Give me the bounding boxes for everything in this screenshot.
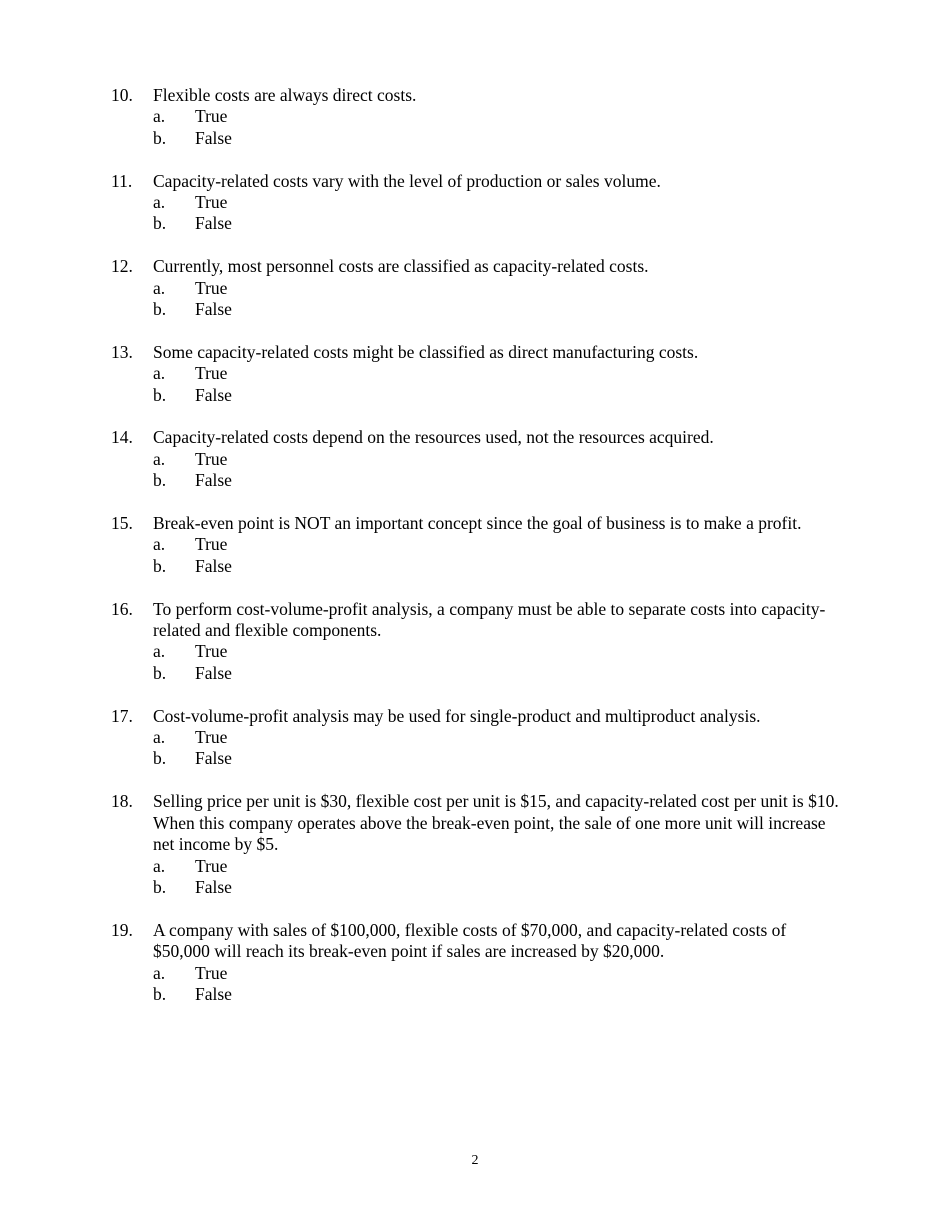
question-text: Selling price per unit is $30, flexible cost per unit is $15, and capacity-related cost per unit is $10. When this company operates above the break-even point, the sale of one more unit will increase net income by $5. [153, 791, 839, 855]
option-text: False [195, 555, 232, 576]
option-text: False [195, 299, 232, 320]
option-text: True [195, 192, 228, 213]
question-body [153, 342, 841, 406]
answer-option [153, 641, 841, 662]
option-text: True [195, 727, 228, 748]
option-letter: a. [153, 727, 166, 748]
option-letter: a. [153, 192, 166, 213]
answer-option [153, 748, 841, 769]
answer-option [153, 663, 841, 684]
question-body [153, 706, 841, 770]
answer-option [153, 984, 841, 1005]
option-text: True [195, 641, 228, 662]
question-body [153, 85, 841, 149]
question-text: To perform cost-volume-profit analysis, a company must be able to separate costs into capacity-related and flexible components. [153, 598, 826, 641]
option-text: True [195, 277, 228, 298]
option-text: False [195, 876, 232, 897]
question-text: Currently, most personnel costs are classified as capacity-related costs. [153, 256, 649, 277]
option-text: False [195, 983, 232, 1004]
option-letter: a. [153, 106, 166, 127]
option-text: False [195, 213, 232, 234]
question-spacer [111, 406, 841, 427]
question-spacer [111, 235, 841, 256]
option-letter: a. [153, 855, 166, 876]
question-item [111, 513, 841, 577]
question-text: Capacity-related costs vary with the level of production or sales volume. [153, 170, 661, 191]
question-body [153, 513, 841, 577]
question-spacer [111, 149, 841, 170]
answer-option [153, 213, 841, 234]
question-number: 12. [111, 256, 133, 277]
question-number: 16. [111, 598, 133, 619]
question-text: Flexible costs are always direct costs. [153, 85, 417, 105]
question-number: 17. [111, 705, 133, 726]
question-spacer [111, 770, 841, 791]
option-letter: b. [153, 555, 167, 576]
question-spacer [111, 320, 841, 341]
question-item [111, 791, 841, 898]
question-item [111, 427, 841, 491]
option-letter: a. [153, 962, 166, 983]
answer-option [153, 278, 841, 299]
answer-option [153, 856, 841, 877]
answer-option [153, 192, 841, 213]
question-item [111, 256, 841, 320]
question-body [153, 427, 841, 491]
answer-option [153, 556, 841, 577]
answer-option [153, 470, 841, 491]
question-spacer [111, 898, 841, 919]
option-text: True [195, 448, 228, 469]
option-letter: a. [153, 534, 166, 555]
answer-option [153, 877, 841, 898]
question-number: 13. [111, 341, 133, 362]
question-spacer [111, 577, 841, 598]
answer-option [153, 534, 841, 555]
option-text: False [195, 127, 232, 148]
option-text: False [195, 384, 232, 405]
option-text: True [195, 106, 228, 127]
option-letter: b. [153, 662, 167, 683]
question-item [111, 85, 841, 149]
question-number: 11. [111, 170, 133, 191]
option-text: True [195, 855, 228, 876]
answer-option [153, 128, 841, 149]
answer-option [153, 299, 841, 320]
question-body [153, 171, 841, 235]
answer-option [153, 727, 841, 748]
question-text: Break-even point is NOT an important concept since the goal of business is to make a profit. [153, 513, 802, 534]
question-item [111, 599, 841, 685]
answer-option [153, 106, 841, 127]
question-number: 10. [111, 85, 133, 105]
question-item [111, 171, 841, 235]
answer-option [153, 385, 841, 406]
question-text: Some capacity-related costs might be classified as direct manufacturing costs. [153, 341, 699, 362]
option-letter: b. [153, 470, 167, 491]
option-letter: b. [153, 983, 167, 1004]
option-text: False [195, 662, 232, 683]
option-letter: b. [153, 384, 167, 405]
question-body [153, 791, 841, 898]
question-number: 15. [111, 513, 133, 534]
option-letter: b. [153, 299, 167, 320]
question-item [111, 706, 841, 770]
option-text: True [195, 962, 228, 983]
option-letter: b. [153, 127, 167, 148]
question-item [111, 920, 841, 1006]
question-text: Cost-volume-profit analysis may be used for single-product and multiproduct analysis. [153, 705, 761, 726]
question-item [111, 342, 841, 406]
option-letter: b. [153, 748, 167, 769]
option-letter: b. [153, 876, 167, 897]
question-number: 14. [111, 427, 133, 448]
question-body [153, 599, 841, 685]
option-text: False [195, 470, 232, 491]
answer-option [153, 449, 841, 470]
option-letter: a. [153, 641, 166, 662]
option-letter: a. [153, 277, 166, 298]
question-spacer [111, 492, 841, 513]
question-text: A company with sales of $100,000, flexible costs of $70,000, and capacity-related costs of $50,000 will reach its break-even point if sales are increased by $20,000. [153, 919, 787, 962]
option-text: False [195, 748, 232, 769]
option-letter: a. [153, 448, 166, 469]
question-list [111, 85, 841, 1005]
page-number: 2 [471, 1153, 479, 1168]
question-body [153, 920, 841, 1006]
question-spacer [111, 684, 841, 705]
option-letter: b. [153, 213, 167, 234]
question-number: 19. [111, 919, 133, 940]
option-letter: a. [153, 363, 166, 384]
answer-option [153, 363, 841, 384]
question-text: Capacity-related costs depend on the resources used, not the resources acquired. [153, 427, 714, 448]
question-body [153, 256, 841, 320]
option-text: True [195, 534, 228, 555]
question-number: 18. [111, 791, 133, 812]
answer-option [153, 963, 841, 984]
option-text: True [195, 363, 228, 384]
